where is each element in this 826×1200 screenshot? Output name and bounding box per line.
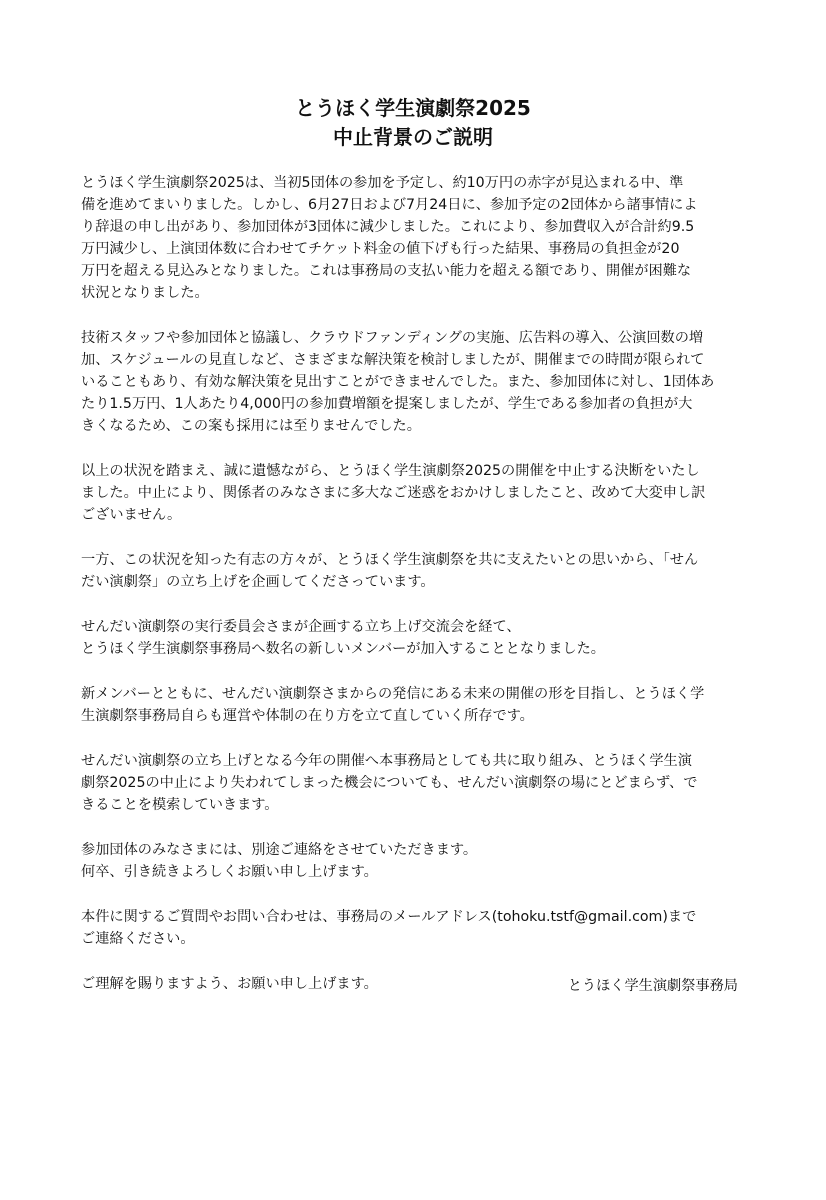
paragraph-contact bbox=[81, 906, 751, 950]
paragraph-future bbox=[81, 750, 751, 816]
paragraph-line: ご理解を賜りますよう、お願い申し上げます。 bbox=[81, 976, 378, 992]
paragraph-line: 劇祭2025の中止により失われてしまった機会についても、せんだい演劇祭の場にとどまらず、で bbox=[81, 775, 698, 791]
paragraph-line: とうほく学生演劇祭2025は、当初5団体の参加を予定し、約10万円の赤字が見込まれる中、準 bbox=[81, 175, 684, 191]
paragraph-line: せんだい演劇祭の立ち上げとなる今年の開催へ本事務局としても共に取り組み、とうほく学生演 bbox=[81, 753, 692, 769]
paragraph-line: 新メンバーとともに、せんだい演劇祭さまからの発信にある未来の開催の形を目指し、とうほく学 bbox=[81, 686, 705, 702]
paragraph-line: ご連絡ください。 bbox=[81, 931, 195, 947]
paragraph-sendai-festival bbox=[81, 549, 751, 593]
paragraph-line: 万円減少し、上演団体数に合わせてチケット料金の値下げも行った結果、事務局の負担金が20 bbox=[81, 241, 680, 257]
paragraph-background bbox=[81, 172, 751, 304]
title-line-1: とうほく学生演劇祭2025 bbox=[295, 96, 531, 120]
paragraph-line: ございません。 bbox=[81, 507, 182, 523]
paragraph-line: 生演劇祭事務局自らも運営や体制の在り方を立て直していく所存です。 bbox=[81, 708, 534, 724]
paragraph-line: 備を進めてまいりました。しかし、6月27日および7月24日に、参加予定の2団体から諸事情によ bbox=[81, 197, 698, 213]
paragraph-participants bbox=[81, 839, 751, 883]
paragraph-line: 何卒、引き続きよろしくお願い申し上げます。 bbox=[81, 864, 378, 880]
paragraph-decision bbox=[81, 460, 751, 526]
paragraph-line: たり1.5万円、1人あたり4,000円の参加費増額を提案しましたが、学生である参加者の負担が大 bbox=[81, 396, 693, 412]
paragraph-new-members bbox=[81, 616, 751, 660]
paragraph-line: きくなるため、この案も採用には至りませんでした。 bbox=[81, 418, 421, 434]
document-body bbox=[81, 172, 751, 1018]
paragraph-line: とうほく学生演劇祭事務局へ数名の新しいメンバーが加入することとなりました。 bbox=[81, 641, 605, 657]
paragraph-line: 以上の状況を踏まえ、誠に遺憾ながら、とうほく学生演劇祭2025の開催を中止する決断をいたし bbox=[81, 463, 700, 479]
paragraph-line: 万円を超える見込みとなりました。これは事務局の支払い能力を超える額であり、開催が困難な bbox=[81, 263, 692, 279]
paragraph-line: り辞退の申し出があり、参加団体が3団体に減少しました。これにより、参加費収入が合計約9.5 bbox=[81, 219, 695, 235]
paragraph-line: 技術スタッフや参加団体と協議し、クラウドファンディングの実施、広告料の導入、公演回数の増 bbox=[81, 330, 704, 346]
paragraph-line: ました。中止により、関係者のみなさまに多大なご迷惑をおかけしましたこと、改めて大変申し訳 bbox=[81, 485, 706, 501]
paragraph-line: だい演劇祭」の立ち上げを企画してくださっています。 bbox=[81, 574, 435, 590]
document-title bbox=[0, 94, 826, 152]
title-line-2: 中止背景のご説明 bbox=[333, 125, 493, 149]
paragraph-measures bbox=[81, 327, 751, 437]
paragraph-line: きることを模索していきます。 bbox=[81, 797, 279, 813]
paragraph-line: 参加団体のみなさまには、別途ご連絡をさせていただきます。 bbox=[81, 842, 478, 858]
paragraph-rebuild bbox=[81, 683, 751, 727]
paragraph-line: 一方、この状況を知った有志の方々が、とうほく学生演劇祭を共に支えたいとの思いから、「せん bbox=[81, 552, 699, 568]
paragraph-line: 状況となりました。 bbox=[81, 285, 209, 301]
paragraph-line: 本件に関するご質問やお問い合わせは、事務局のメールアドレス(tohoku.tstf@gmail.com)まで bbox=[81, 909, 697, 925]
paragraph-line: せんだい演劇祭の実行委員会さまが企画する立ち上げ交流会を経て、 bbox=[81, 619, 521, 635]
paragraph-line: いることもあり、有効な解決策を見出すことができませんでした。また、参加団体に対し、1団体あ bbox=[81, 374, 715, 390]
signature: とうほく学生演劇祭事務局 bbox=[567, 978, 738, 994]
paragraph-line: 加、スケジュールの見直しなど、さまざまな解決策を検討しましたが、開催までの時間が限られて bbox=[81, 352, 705, 368]
